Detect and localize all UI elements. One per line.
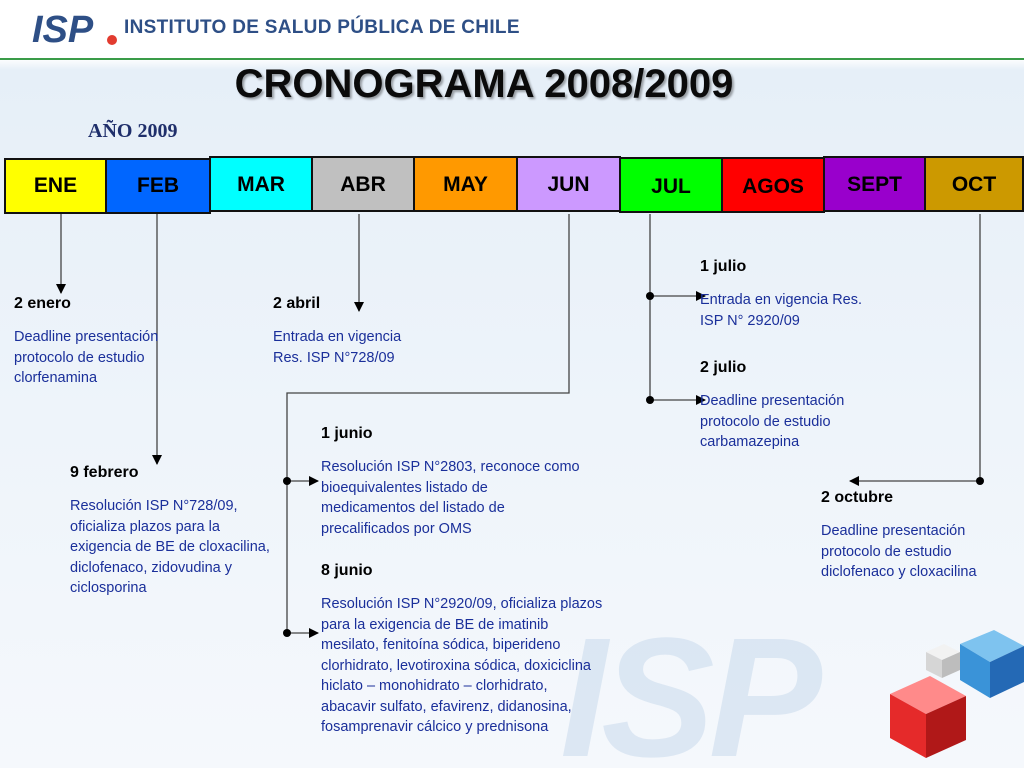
event-date-9-febrero: 9 febrero bbox=[70, 464, 139, 481]
month-label: ABR bbox=[340, 173, 386, 196]
month-label: JUL bbox=[651, 175, 691, 198]
organization-name: INSTITUTO DE SALUD PÚBLICA DE CHILE bbox=[124, 17, 520, 38]
month-label: MAR bbox=[237, 173, 285, 196]
page-title: CRONOGRAMA 2008/2009 bbox=[234, 62, 734, 106]
event-desc-2-julio: Deadline presentación protocolo de estudio carbamazepina bbox=[700, 393, 845, 450]
event-date-2-abril: 2 abril bbox=[273, 295, 321, 312]
month-label: SEPT bbox=[847, 173, 902, 196]
event-desc-9-febrero: Resolución ISP N°728/09, oficializa plazos para la exigencia de BE de cloxacilina, diclofenaco, zidovudina y ciclosporina bbox=[70, 498, 270, 596]
event-desc-1-junio: Resolución ISP N°2803, reconoce como bioequivalentes listado de medicamentos del listado de precalificados por OMS bbox=[321, 459, 580, 537]
event-date-1-julio: 1 julio bbox=[700, 258, 747, 275]
month-label: ENE bbox=[33, 174, 78, 197]
event-desc-2-abril: Entrada en vigencia Res. ISP N°728/09 bbox=[273, 329, 402, 366]
month-label: FEB bbox=[137, 174, 179, 197]
year-label: AÑO 2009 bbox=[88, 120, 178, 142]
event-desc-2-octubre: Deadline presentación protocolo de estudio diclofenaco y cloxacilina bbox=[821, 523, 977, 580]
event-desc-2-enero: Deadline presentación protocolo de estudio clorfenamina bbox=[14, 329, 159, 386]
month-label: OCT bbox=[951, 173, 997, 196]
event-date-2-enero: 2 enero bbox=[14, 295, 71, 312]
event-desc-8-junio: Resolución ISP N°2920/09, oficializa plazos para la exigencia de BE de imatinib mesilato, fenitoína sódica, biperideno clorhidrato, levotiroxina sódica, doxiciclina hiclato – monohidrato – clorhidrato, abacavir sulfato, efavirenz, didanosina, fosamprenavir cálcico y prednisona bbox=[321, 596, 603, 735]
logo-text: ISP bbox=[32, 9, 94, 50]
month-label: AGOS bbox=[742, 175, 804, 198]
isp-watermark: ISP bbox=[560, 603, 817, 768]
event-date-2-octubre: 2 octubre bbox=[821, 489, 894, 506]
event-date-8-junio: 8 junio bbox=[321, 562, 373, 579]
month-label: JUN bbox=[547, 173, 590, 196]
event-date-2-julio: 2 julio bbox=[700, 359, 747, 376]
event-desc-1-julio: Entrada en vigencia Res. ISP N° 2920/09 bbox=[700, 292, 863, 329]
month-label: MAY bbox=[443, 173, 488, 196]
event-date-1-junio: 1 junio bbox=[321, 425, 373, 442]
